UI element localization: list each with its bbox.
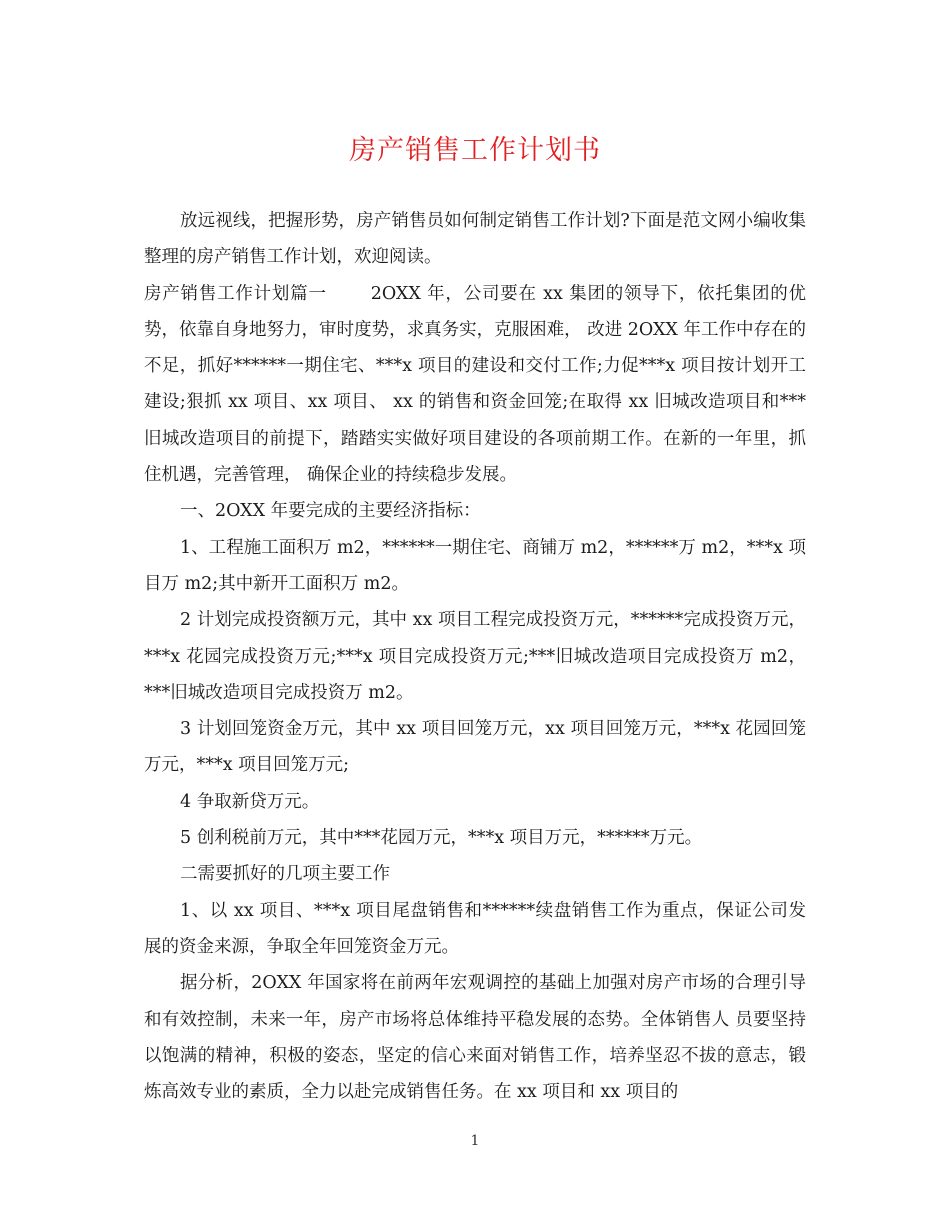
document-body — [144, 203, 806, 1110]
target-item-1: 1、工程施工面积万 m2，******一期住宅、商铺万 m2，******万 m2，***x 项目万 m2;其中新开工面积万 m2。 — [144, 537, 806, 594]
target-item-5: 5 创利税前万元，其中***花园万元，***x 项目万元，******万元。 — [180, 828, 703, 849]
section-one-text: 2OXX 年，公司要在 xx 集团的领导下，依托集团的优势，依靠自身地努力，审时度势，求真务实，克服困难， 改进 2OXX 年工作中存在的不足，抓好******一期住宅、***x 项目的建设和交付工作;力促***x 项目按计划开工建设;狠抓 xx 项目、xx 项目、 xx 的销售和资金回笼;在取得 xx 旧城改造项目和***旧城改造项目的前提下，踏踏实实做好项目建设的各项前期工作。在新的一年里，抓住机遇，完善管理， 确保企业的持续稳步发展。 — [144, 283, 806, 486]
economic-targets-heading: 一、2OXX 年要完成的主要经济指标： — [180, 501, 481, 522]
key-work-heading: 二需要抓好的几项主要工作 — [180, 864, 390, 885]
section-label: 房产销售工作计划篇一 — [144, 283, 327, 304]
target-item-2: 2 计划完成投资额万元，其中 xx 项目工程完成投资万元，******完成投资万元，***x 花园完成投资万元;***x 项目完成投资万元;***旧城改造项目完成投资万 m2，***旧城改造项目完成投资万 m2。 — [144, 610, 806, 703]
target-item-3: 3 计划回笼资金万元，其中 xx 项目回笼万元，xx 项目回笼万元，***x 花园回笼万元，***x 项目回笼万元; — [144, 719, 806, 776]
document-title: 房产销售工作计划书 — [349, 135, 601, 166]
section-one-paragraph — [144, 276, 806, 494]
analysis-paragraph: 据分析，2OXX 年国家将在前两年宏观调控的基础上加强对房产市场的合理引导和有效控制，未来一年，房产市场将总体维持平稳发展的态势。全体销售人 员要坚持以饱满的精神，积极的姿态，坚定的信心来面对销售工作，培养坚忍不拔的意志，锻炼高效专业的素质，全力以赴完成销售任务。在 xx 项目和 xx 项目的 — [144, 973, 806, 1103]
target-item-4: 4 争取新贷万元。 — [180, 791, 320, 812]
intro-paragraph: 放远视线，把握形势，房产销售员如何制定销售工作计划?下面是范文网小编收集整理的房产销售工作计划，欢迎阅读。 — [144, 211, 806, 268]
key-work-item-1: 1、以 xx 项目、***x 项目尾盘销售和******续盘销售工作为重点，保证公司发展的资金来源，争取全年回笼资金万元。 — [144, 900, 806, 957]
page-number: 1 — [470, 1133, 480, 1149]
